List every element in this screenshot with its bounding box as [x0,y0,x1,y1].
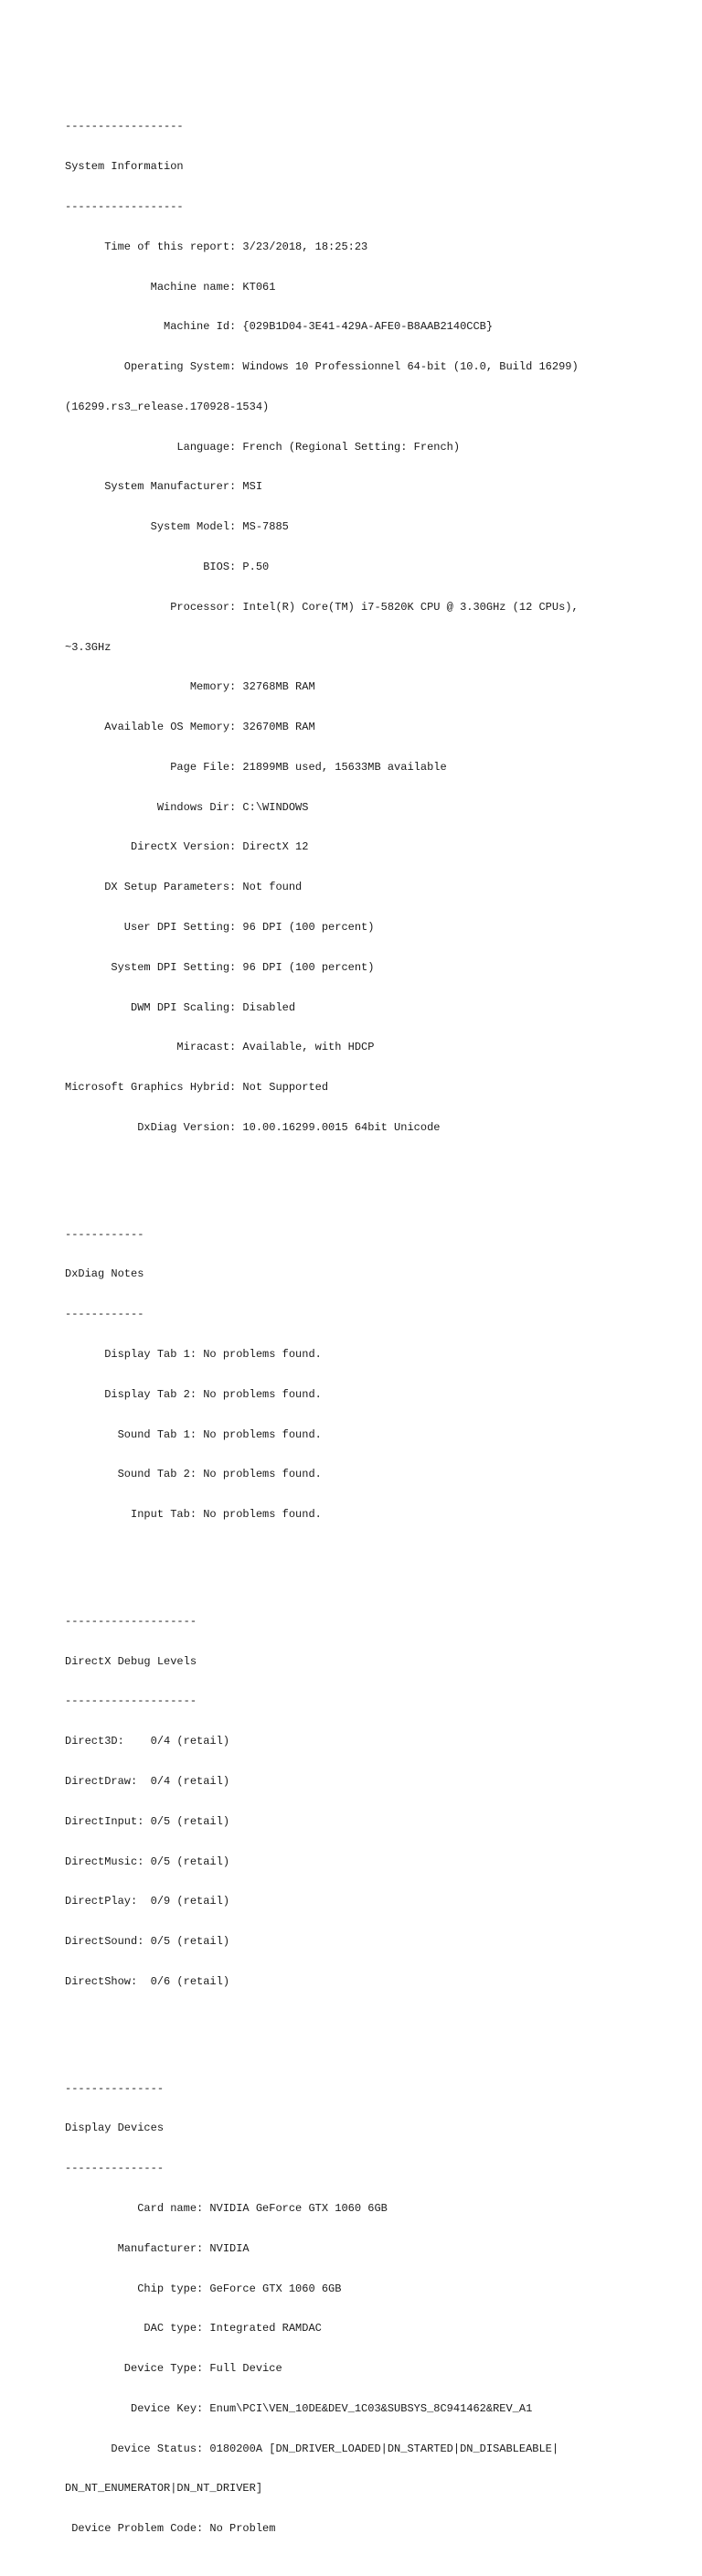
dxdiag-report [65,67,650,2576]
report-line: DirectDraw: 0/4 (retail) [65,1775,230,1788]
section-rule: -------------------- [65,1694,197,1708]
report-line: DX Setup Parameters: Not found [65,881,303,894]
report-line: DirectPlay: 0/9 (retail) [65,1895,230,1908]
report-line: Display Tab 1: No problems found. [65,1348,322,1361]
report-line: Display Tab 2: No problems found. [65,1387,322,1401]
section-rule: ------------------ [65,120,184,134]
report-line: Direct3D: 0/4 (retail) [65,1735,230,1748]
section-rule: ------------ [65,1227,144,1241]
report-line: (16299.rs3_release.170928-1534) [65,400,270,413]
section-rule: -------------------- [65,1614,197,1628]
report-line: Device Key: Enum\PCI\VEN_10DE&DEV_1C03&SUBSYS_8C941462&REV_A1 [65,2401,533,2415]
report-line: DxDiag Version: 10.00.16299.0015 64bit Unicode [65,1120,441,1134]
report-line: Operating System: Windows 10 Professionnel 64-bit (10.0, Build 16299) [65,360,579,374]
report-line: Sound Tab 2: No problems found. [65,1468,322,1481]
report-line: Card name: NVIDIA GeForce GTX 1060 6GB [65,2202,388,2215]
section-rule: --------------- [65,2081,165,2095]
report-line: Time of this report: 3/23/2018, 18:25:23 [65,240,368,253]
blank-line [65,1161,650,1175]
report-line: System Manufacturer: MSI [65,480,263,494]
report-line: Device Status: 0180200A [DN_DRIVER_LOADED|DN_STARTED|DN_DISABLEABLE| [65,2442,559,2455]
report-line: System Model: MS-7885 [65,520,289,534]
report-line: ~3.3GHz [65,640,112,654]
report-line: Page File: 21899MB used, 15633MB available [65,760,447,774]
section-rule: --------------- [65,2162,165,2175]
report-line: Machine name: KT061 [65,280,276,294]
report-line: Windows Dir: C:\WINDOWS [65,800,309,814]
report-line: Chip type: GeForce GTX 1060 6GB [65,2282,342,2295]
section-title-directx-debug-levels: DirectX Debug Levels [65,1654,197,1668]
report-line: Memory: 32768MB RAM [65,680,315,694]
report-line: DirectShow: 0/6 (retail) [65,1974,230,1988]
report-line: DirectInput: 0/5 (retail) [65,1814,230,1828]
section-title-system-information: System Information [65,160,184,174]
report-line: DirectMusic: 0/5 (retail) [65,1855,230,1868]
report-line: Miracast: Available, with HDCP [65,1041,375,1054]
section-rule: ------------ [65,1308,144,1321]
report-line: Sound Tab 1: No problems found. [65,1427,322,1441]
report-line: Input Tab: No problems found. [65,1508,322,1522]
report-line: User DPI Setting: 96 DPI (100 percent) [65,921,375,934]
report-line: Manufacturer: NVIDIA [65,2241,250,2255]
blank-line [65,1548,650,1562]
report-line: BIOS: P.50 [65,560,270,573]
report-line: DirectX Version: DirectX 12 [65,840,309,854]
blank-line [65,2015,650,2029]
report-line: DN_NT_ENUMERATOR|DN_NT_DRIVER] [65,2482,263,2496]
report-line: Language: French (Regional Setting: French) [65,440,461,454]
report-line: DirectSound: 0/5 (retail) [65,1935,230,1949]
section-rule: ------------------ [65,199,184,213]
report-line: Processor: Intel(R) Core(TM) i7-5820K CPU @ 3.30GHz (12 CPUs), [65,600,579,614]
report-line: Device Type: Full Device [65,2362,282,2376]
report-line: System DPI Setting: 96 DPI (100 percent) [65,960,375,974]
report-line: DWM DPI Scaling: Disabled [65,1000,296,1014]
report-line: DAC type: Integrated RAMDAC [65,2322,322,2336]
report-line: Microsoft Graphics Hybrid: Not Supported [65,1081,329,1095]
report-line: Device Problem Code: No Problem [65,2522,276,2536]
section-title-display-devices: Display Devices [65,2122,165,2135]
report-line: Available OS Memory: 32670MB RAM [65,721,315,734]
report-line: Machine Id: {029B1D04-3E41-429A-AFE0-B8AAB2140CCB} [65,320,494,334]
section-title-dxdiag-notes: DxDiag Notes [65,1267,144,1281]
